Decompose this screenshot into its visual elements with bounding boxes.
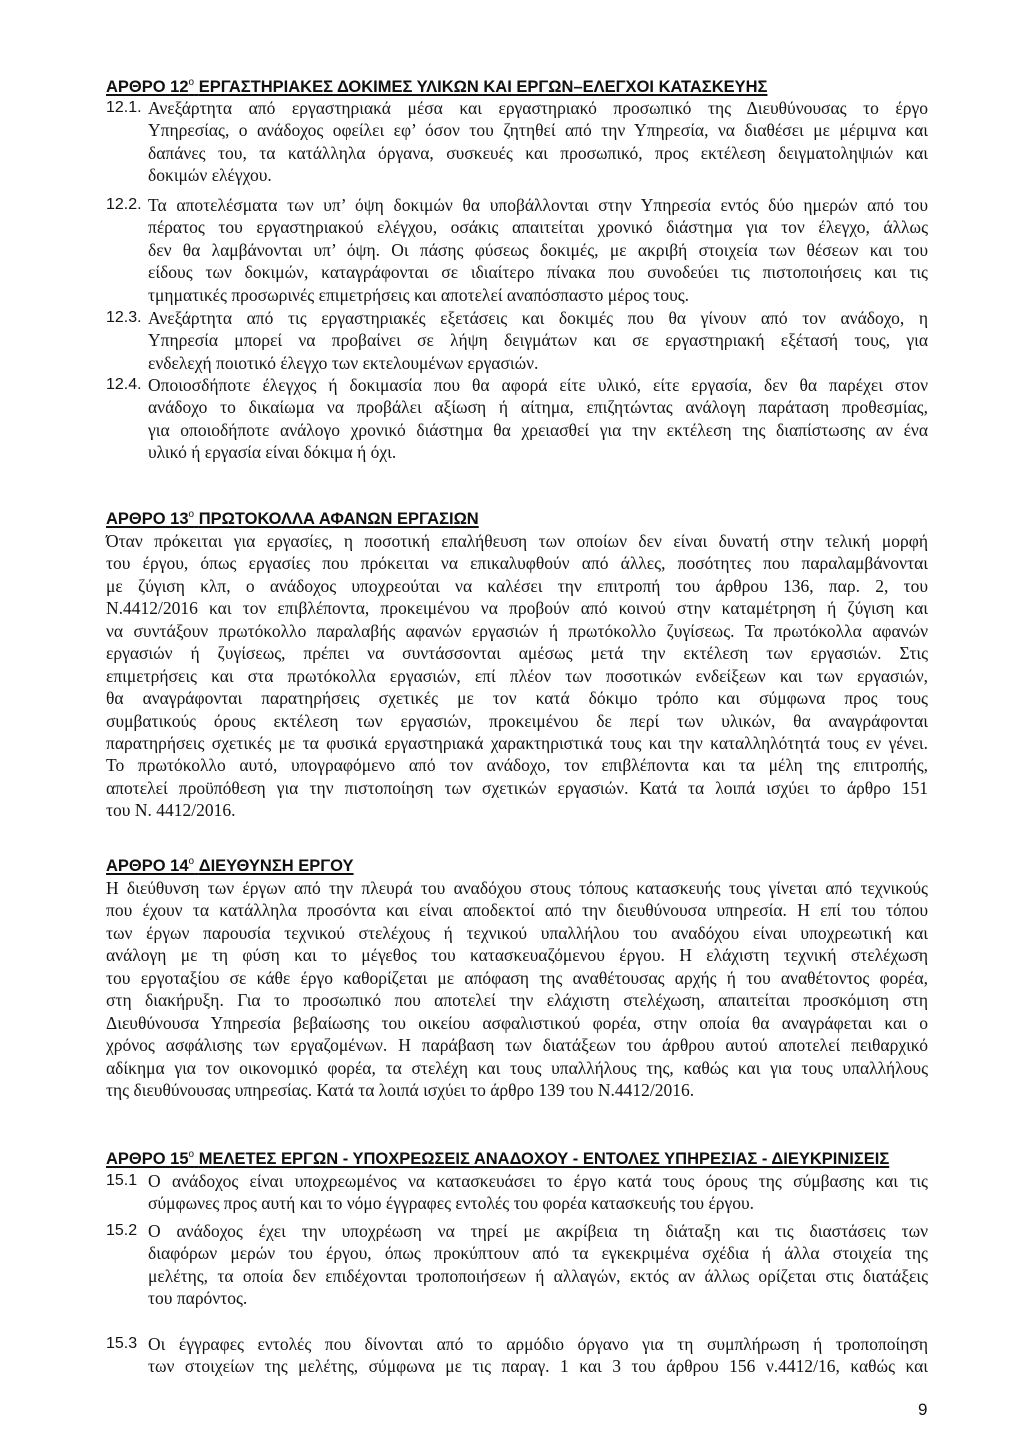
text-line: Υπηρεσίας, ο ανάδοχος οφείλει εφ’ όσον του ζητηθεί από την Υπηρεσία, να διαθέσει με μέριμνα και [148, 120, 928, 141]
text-line: των στοιχείων της μελέτης, σύμφωνα με τις παραγ. 1 και 3 του άρθρου 156 ν.4412/16, καθώς και [148, 1356, 928, 1377]
ordinal-superscript: o [188, 77, 195, 88]
clause-12-4 [106, 374, 928, 464]
text-line: επιμετρήσεις και στα πρωτόκολλα εργασιών, επί πλέον των ποσοτικών ενδείξεων και των εργασιών, [106, 665, 928, 686]
ordinal-superscript: o [188, 509, 195, 520]
text-line: χρόνος ασφάλισης των εργαζομένων. Η παράβαση των διατάξεων του άρθρου αυτού αποτελεί πειθαρχικό [106, 1035, 928, 1056]
clause-number: 12.2. [106, 196, 142, 213]
text-line: υλικό ή εργασία είναι δόκιμα ή όχι. [148, 442, 397, 463]
text-line: αποτελεί προϋπόθεση για την πιστοποίηση των σχετικών εργασιών. Κατά τα λοιπά ισχύει το άρθρο 151 [106, 777, 928, 798]
clause-number: 12.3. [106, 309, 142, 326]
article-13-heading [106, 508, 479, 530]
text-line: Ο ανάδοχος είναι υποχρεωμένος να κατασκευάσει το έργο κατά τους όρους της σύμβασης και τις [148, 1171, 928, 1191]
text-line: Τα αποτελέσματα των υπ’ όψη δοκιμών θα υποβάλλονται στην Υπηρεσία εντός δύο ημερών από του [148, 195, 928, 215]
text-line: διαφόρων μερών του έργου, όπως προκύπτουν από τα εγκεκριμένα σχέδια ή άλλα στοιχεία της [148, 1243, 928, 1264]
text-line: Οι έγγραφες εντολές που δίνονται από το αρμόδιο όργανο για τη συμπλήρωση ή τροποποίηση [148, 1334, 928, 1354]
clause-15-1 [106, 1170, 928, 1215]
text-line: του παρόντος. [148, 1288, 248, 1309]
text-line: Ο ανάδοχος έχει την υποχρέωση να τηρεί με ακρίβεια τη διάταξη και τις διαστάσεις των [148, 1221, 928, 1241]
text-line: είδους των δοκιμών, καταγράφονται σε ιδιαίτερο πίνακα που συνοδεύει τις πιστοποιήσεις και τις [148, 262, 928, 283]
article-15-heading [106, 1148, 889, 1170]
text-line: εργασιών ή ζυγίσεως, πρέπει να συντάσσονται αμέσως μετά την εκτέλεση των εργασιών. Στις [106, 643, 928, 664]
article-14-body [106, 877, 928, 1101]
article-label: ΑΡΘΡΟ 15 [106, 1150, 189, 1168]
clause-text [148, 97, 928, 187]
ordinal-superscript: o [188, 1149, 195, 1160]
clause-12-2 [106, 194, 928, 306]
article-14-heading [106, 855, 354, 877]
text-line: σύμφωνες προς αυτή και το νόμο έγγραφες εντολές του φορέα κατασκευής του έργου. [148, 1193, 755, 1214]
text-line: Ν.4412/2016 και τον επιβλέποντα, προκειμένου να προβούν από κοινού στην καταμέτρηση ή ζύγιση και [106, 598, 928, 619]
text-line: να συντάξουν πρωτόκολλο παραλαβής αφανών εργασιών ή πρωτόκολλο ζυγίσεως. Τα πρωτόκολλα αφανών [106, 620, 928, 641]
text-line: δοκιμών ελέγχου. [148, 165, 272, 186]
article-title: ΜΕΛΕΤΕΣ ΕΡΓΩΝ - ΥΠΟΧΡΕΩΣΕΙΣ ΑΝΑΔΟΧΟΥ - ΕΝΤΟΛΕΣ ΥΠΗΡΕΣΙΑΣ - ΔΙΕΥΚΡΙΝΙΣΕΙΣ [198, 1150, 890, 1168]
text-line: δαπάνες του, τα κατάλληλα όργανα, συσκευές και προσωπικό, προς εκτέλεση δειγματοληψιών και [148, 142, 928, 163]
clause-number: 12.4. [106, 376, 142, 393]
clause-15-3 [106, 1333, 928, 1378]
article-label: ΑΡΘΡΟ 14 [106, 857, 189, 875]
text-line: αδίκημα για τον οικονομικό φορέα, τα στελέχη και τους υπαλλήλους της, καθώς και για τους υπαλλήλους [106, 1057, 928, 1078]
clause-number: 15.3 [106, 1335, 138, 1352]
clause-number: 15.1 [106, 1172, 138, 1189]
text-line: μελέτης, τα οποία δεν επιδέχονται τροποποιήσεων ή αλλαγών, εκτός αν άλλως ορίζεται στις διατάξεις [148, 1265, 928, 1286]
text-line: ανάδοχο το δικαίωμα να προβάλει αξίωση ή αίτημα, επιζητώντας ανάλογη παράταση προθεσμίας, [148, 397, 928, 418]
text-line: Το πρωτόκολλο αυτό, υπογραφόμενο από τον ανάδοχο, τον επιβλέποντα και τα μέλη της επιτροπής, [106, 755, 928, 776]
text-line: Ανεξάρτητα από εργαστηριακά μέσα και εργαστηριακό προσωπικό της Διευθύνουσας το έργο [148, 98, 928, 118]
text-line: για οποιοδήποτε ανάλογο χρονικό διάστημα θα χρειασθεί για την εκτέλεση της διαπίστωσης αν ένα [148, 419, 928, 440]
clause-12-3 [106, 307, 928, 374]
text-line: Υπηρεσία μπορεί να προβαίνει σε λήψη δειγμάτων και σε εργαστηριακή εξέτασή τους, για [148, 330, 928, 351]
article-title: ΠΡΩΤΟΚΟΛΛΑ ΑΦΑΝΩΝ ΕΡΓΑΣΙΩΝ [198, 510, 479, 528]
text-line: με ζύγιση κλπ, ο ανάδοχος υποχρεούται να καλέσει την επιτροπή του άρθρου 136, παρ. 2, του [106, 575, 928, 596]
page-number: 9 [918, 1400, 928, 1419]
article-label: ΑΡΘΡΟ 13 [106, 510, 189, 528]
text-line: Ανεξάρτητα από τις εργαστηριακές εξετάσεις και δοκιμές που θα γίνουν από τον ανάδοχο, η [148, 308, 928, 328]
article-13-body [106, 530, 928, 822]
article-label: ΑΡΘΡΟ 12 [106, 78, 189, 96]
text-line: που έχουν τα κατάλληλα προσόντα και είναι αποδεκτοί από την διευθύνουσα υπηρεσία. Η επί του τόπου [106, 900, 928, 921]
text-line: Οποιοσδήποτε έλεγχος ή δοκιμασία που θα αφορά είτε υλικό, είτε εργασία, δεν θα παρέχει στον [148, 375, 928, 395]
clause-text [148, 307, 928, 374]
clause-text [148, 1170, 928, 1215]
text-line: του εργοταξίου σε κάθε έργο καθορίζεται με απόφαση της αναθέτουσας αρχής ή του αναθέτοντος φορέα, [106, 967, 928, 988]
text-line: πέρατος του εργαστηριακού ελέγχου, οσάκις απαιτείται χρονικό διάστημα για τον έλεγχο, άλλως [148, 217, 928, 238]
article-title: ΕΡΓΑΣΤΗΡΙΑΚΕΣ ΔΟΚΙΜΕΣ ΥΛΙΚΩΝ ΚΑΙ ΕΡΓΩΝ–ΕΛΕΓΧΟΙ ΚΑΤΑΣΚΕΥΗΣ [198, 78, 768, 96]
article-title: ΔΙΕΥΘΥΝΣΗ ΕΡΓΟΥ [198, 857, 354, 875]
clause-number: 15.2 [106, 1222, 138, 1239]
clause-text [148, 1220, 928, 1310]
text-line: Διευθύνουσα Υπηρεσία βεβαίωσης του οικείου ασφαλιστικού φορέα, στην οποία θα αναγράφεται και ο [106, 1012, 928, 1033]
clause-number: 12.1. [106, 99, 142, 116]
ordinal-superscript: o [188, 856, 195, 867]
clause-15-2 [106, 1220, 928, 1310]
text-line: παρατηρήσεις σχετικές με τα φυσικά εργαστηριακά χαρακτηριστικά τους και την καταλληλότητά τους εν γένει. [106, 732, 928, 753]
text-line: ενδελεχή ποιοτικό έλεγχο των εκτελουμένων εργασιών. [148, 352, 539, 373]
clause-12-1 [106, 97, 928, 187]
article-12-heading [106, 76, 767, 98]
clause-text [148, 194, 928, 306]
text-line: του έργου, όπως εργασίες που πρόκειται να επικαλυφθούν από άλλες, ποσότητες που παραλαμβάνονται [106, 553, 928, 574]
text-line: τμηματικές προσωρινές επιμετρήσεις και αποτελεί αναπόσπαστο μέρος τους. [148, 284, 690, 305]
clause-text [148, 374, 928, 464]
text-line: δεν θα λαμβάνονται υπ’ όψη. Οι πάσης φύσεως δοκιμές, με ακριβή στοιχεία των θέσεων και του [148, 239, 928, 260]
text-line: Η διεύθυνση των έργων από την πλευρά του αναδόχου στους τόπους κατασκευής τους γίνεται από τεχνικούς [106, 878, 928, 898]
text-line: στη διακήρυξη. Για το προσωπικό που αποτελεί την ελάχιστη στελέχωση, απαιτείται προσκόμιση στη [106, 990, 928, 1011]
text-line: του Ν. 4412/2016. [106, 800, 236, 821]
text-line: ανάλογη με τη φύση και το μέγεθος του κατασκευαζόμενου έργου. Η ελάχιστη τεχνική στελέχωση [106, 945, 928, 966]
text-line: Όταν πρόκειται για εργασίες, η ποσοτική επαλήθευση των οποίων δεν είναι δυνατή στην τελική μορφή [106, 531, 928, 551]
text-line: των έργων παρουσία τεχνικού στελέχους ή τεχνικού υπαλλήλου του αναδόχου είναι υποχρεωτική και [106, 922, 928, 943]
text-line: συμβατικούς όρους εκτέλεση των εργασιών, προκειμένου δε περί των υλικών, θα αναγράφονται [106, 710, 928, 731]
text-line: της διευθύνουσας υπηρεσίας. Κατά τα λοιπά ισχύει το άρθρο 139 του Ν.4412/2016. [106, 1079, 695, 1100]
text-line: θα αναγράφονται παρατηρήσεις σχετικές με τον κατά δόκιμο τρόπο και σύμφωνα προς τους [106, 688, 928, 709]
clause-text [148, 1333, 928, 1378]
